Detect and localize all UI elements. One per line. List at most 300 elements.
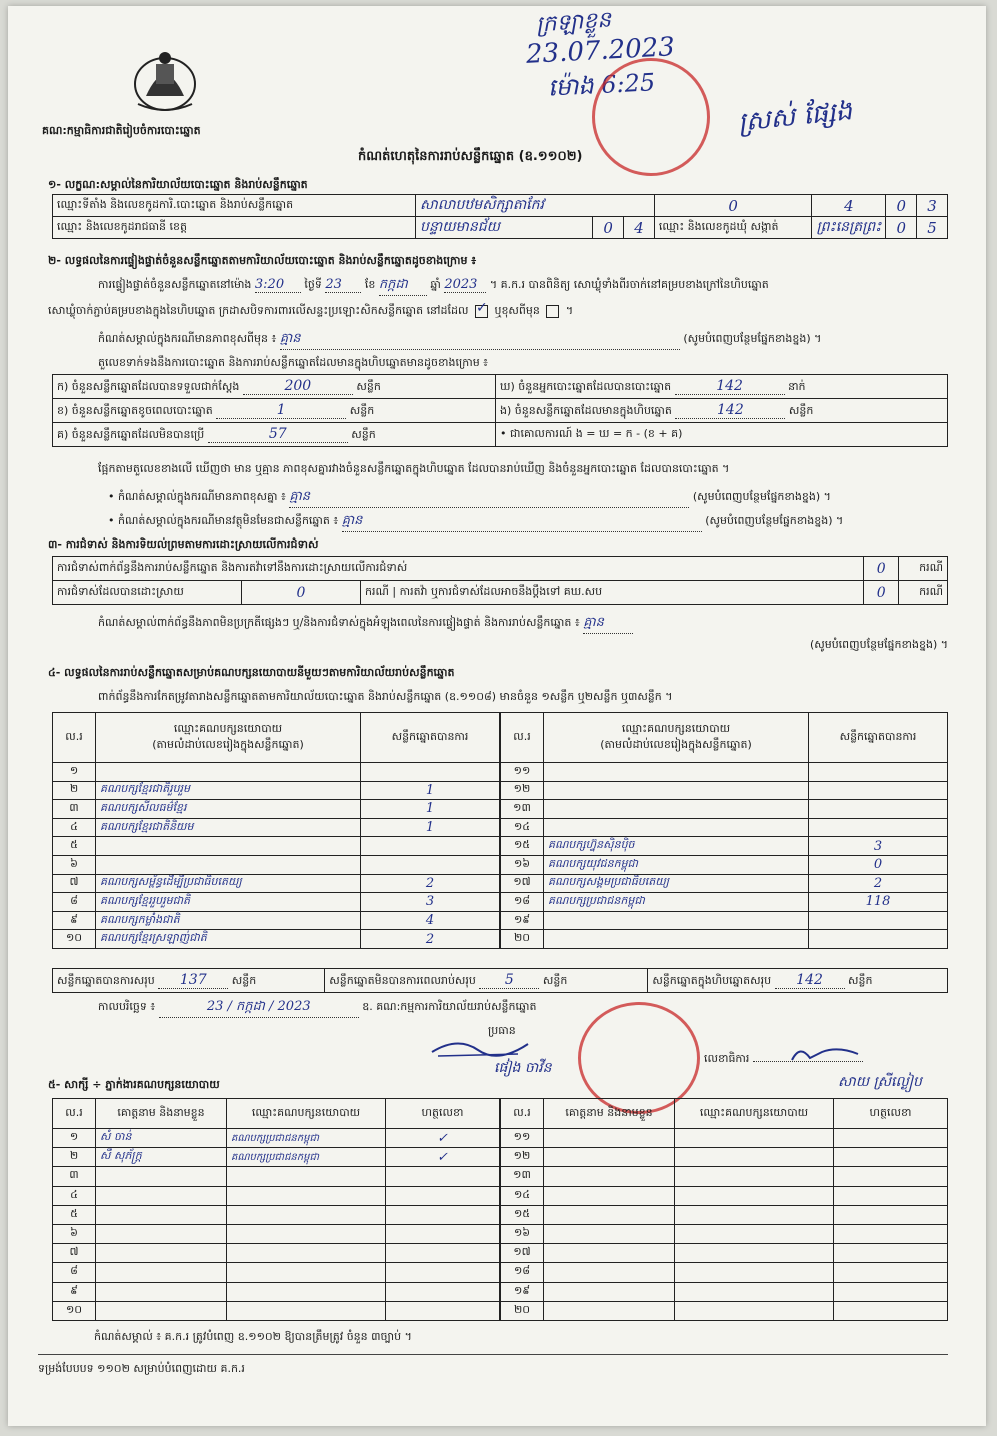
row-number: ១៥ [501,1205,544,1224]
row-number: ១ [53,763,96,782]
witness-party [675,1167,834,1186]
witness-name [544,1224,675,1243]
resolved-label: ការជំទាស់ដែលបានដោះស្រាយ [53,581,242,605]
change-note-label: កំណត់សម្គាល់ក្នុងករណីមានភាពខុសពីមុន ៖ [98,332,277,345]
witness-name: សឺ សុភ័ក្ត្រ [96,1148,227,1167]
row-number: ១១ [501,763,544,782]
province-value: បន្ទាយមានជ័យ [415,217,592,239]
party-name [96,763,361,782]
row-number: ៧ [53,874,96,893]
unit-label: នាក់ [788,379,806,393]
result-row [501,800,948,819]
result-row [501,818,948,837]
row-number: ៩ [53,1282,96,1301]
resolved-value: 0 [242,581,361,605]
result-row [53,911,500,930]
changed-checkbox[interactable] [546,305,559,318]
witness-row [53,1205,500,1224]
commune-code-digit: 5 [917,217,948,239]
result-row [501,874,948,893]
valid-votes [809,818,948,837]
results-table-left [52,712,500,949]
witness-row [53,1282,500,1301]
section4-heading: ៤- លទ្ធផលនៃការរាប់សន្លឹកឆ្នោតសម្រាប់គណបក្សនយោបាយនីមួយៗតាមការិយាល័យរាប់សន្លឹកឆ្នោត [48,666,455,679]
witness-name [96,1167,227,1186]
witness-signature [386,1205,500,1224]
counts-table [52,374,948,447]
row-number: ១០ [53,1301,96,1320]
party-name [544,800,809,819]
complaints-table [52,556,948,605]
valid-votes [809,781,948,800]
commune-code-digit: 0 [886,217,917,239]
witness-signature [834,1186,948,1205]
result-row [501,930,948,949]
unused-label: គ) ចំនួនសន្លឹកឆ្នោតដែលមិនបានប្រើ [57,427,205,441]
witness-row [53,1263,500,1282]
row-number: ២០ [501,930,544,949]
result-row [501,837,948,856]
row-number: ៣ [53,800,96,819]
row-number: ៣ [53,1167,96,1186]
valid-votes [809,930,948,949]
witness-row [501,1224,948,1243]
witness-row [53,1186,500,1205]
received-label: ក) ចំនួនសន្លឹកឆ្នោតដែលបានទទួលជាក់ស្តែង [57,379,240,393]
result-row [53,763,500,782]
witness-party [227,1186,386,1205]
col-party-header: ឈ្មោះគណបក្សនយោបាយ [675,1099,834,1129]
hw-receiver: ស្រស់ ផ្សែង [736,96,854,138]
witness-party: គណបក្សប្រជាជនកម្ពុជា [227,1129,386,1148]
witness-party [227,1167,386,1186]
case-label: ករណី [899,581,948,605]
row-number: ៧ [53,1244,96,1263]
hw-verify-day: 23 [325,277,361,293]
witness-name [544,1186,675,1205]
witness-row [53,1244,500,1263]
valid-votes: 2 [361,874,500,893]
witness-row [53,1148,500,1167]
witness-signature [386,1244,500,1263]
result-row [53,893,500,912]
col-no-header: ល.រ [53,713,96,763]
witness-party [675,1301,834,1320]
committee-label: ឧ. គណ:កម្មការការិយាល័យរាប់សន្លឹកឆ្នោត [362,1000,537,1013]
witness-name [96,1224,227,1243]
witness-party [675,1224,834,1243]
total-invalid-label: សន្លឹកឆ្នោតមិនបានការពេលរាប់សរុប [329,973,476,987]
witness-name [96,1205,227,1224]
total-box-cell [648,969,948,993]
valid-votes: 1 [361,781,500,800]
appeal-label: ករណី | ការតវ៉ា ឬការជំទាស់ដែលអាចនឹងប្តឹងទៅ គឃ.សប [361,581,864,605]
party-name [544,781,809,800]
row-number: ១១ [501,1129,544,1148]
row-number: ៤ [53,1186,96,1205]
unit-label: សន្លឹក [351,427,376,441]
row-number: ២ [53,1148,96,1167]
witness-name [544,1301,675,1320]
party-name [96,837,361,856]
irregularity-note-line [98,614,948,634]
fill-hint: (សូមបំពេញបន្ថែមផ្នែកខាងខ្នង) ។ [683,332,822,345]
chair-label: ប្រធាន [488,1024,516,1037]
valid-votes: 3 [809,837,948,856]
valid-votes: 118 [809,893,948,912]
secretary-signature [788,1042,868,1068]
witness-row [53,1129,500,1148]
counts-intro: តួលេខទាក់ទងនឹងការបោះឆ្នោត និងការរាប់សន្លឹកឆ្នោតដែលមានក្នុងហិបឆ្នោតមានដូចខាងក្រោម ៖ [98,356,489,369]
valid-votes [361,837,500,856]
witness-signature [386,1224,500,1243]
form-sheet [8,6,986,1426]
witness-row [501,1244,948,1263]
witness-name [96,1282,227,1301]
result-row [501,763,948,782]
row-number: ២ [53,781,96,800]
col-party-title: ឈ្មោះគណបក្សនយោបាយ [621,721,731,735]
verification-text: ថ្ងៃទី [304,278,322,291]
unit-label: សន្លឹក [788,403,814,417]
party-name: គណបក្សប្រជាជនកម្ពុជា [544,893,809,912]
row-number: ១០ [53,930,96,949]
row-number: ១៦ [501,1224,544,1243]
result-row [501,893,948,912]
valid-votes [809,911,948,930]
valid-votes: 4 [361,911,500,930]
foreign-object-label: • កំណត់សម្គាល់ក្នុងករណីមានវត្ថុមិនមែនជាសន្លឹកឆ្នោត ៖ [108,514,339,527]
row-number: ១៩ [501,911,544,930]
total-valid-value: 137 [158,972,228,989]
witness-party [227,1263,386,1282]
witness-signature [834,1282,948,1301]
seal-text: សោឃ្លុំចាក់ភ្ជាប់គម្របខាងក្នុងនៃហិបឆ្នោត ក្រដាសបិទការពារលើសន្ទះប្រឡោះសិកសន្លឹកឆ្នោត នៅដដែល [48,304,469,317]
seal-line: សោឃ្លុំចាក់ភ្ជាប់គម្របខាងក្នុងនៃហិបឆ្នោត ក្រដាសបិទការពារលើសន្ទះប្រឡោះសិកសន្លឹកឆ្នោត នៅដដែល ✓ ឬខុសពីមុន ។ [48,304,573,320]
result-row [53,818,500,837]
valid-votes: 3 [361,893,500,912]
witness-signature [386,1301,500,1320]
witness-party [675,1148,834,1167]
col-name-header: គោត្តនាម និងនាមខ្លួន [544,1099,675,1129]
verification-text: ខែ [364,278,376,291]
witness-name: សំ ចាន់ [96,1129,227,1148]
date-label: កាលបរិច្ឆេទ ៖ [98,1000,156,1013]
valid-votes: 1 [361,818,500,837]
witness-row [501,1129,948,1148]
col-party-header [96,713,361,763]
party-name: គណបក្សខ្មែរស្រឡាញ់ជាតិ [96,930,361,949]
valid-votes: 0 [809,855,948,874]
party-name [544,911,809,930]
valid-votes [809,800,948,819]
verification-text: ការផ្ទៀងផ្ទាត់ចំនួនសន្លឹកឆ្នោតនៅម៉ោង [98,278,252,291]
row-number: ១៥ [501,837,544,856]
col-party-sub: (តាមលំដាប់លេខរៀងក្នុងសន្លឹកឆ្នោត) [600,737,752,751]
row-number: ១៤ [501,1186,544,1205]
case-label: ករណី [899,557,948,581]
form-note: ទម្រង់បែបបទ ១១០២ សម្រាប់បំពេញដោយ គ.ក.រ [38,1362,245,1375]
unit-label: សន្លឹក [231,973,257,987]
total-invalid-value: 5 [479,972,539,989]
total-invalid-cell [325,969,648,993]
footer-divider [38,1354,948,1355]
secretary-name: សាយ ស្រីល្ងៀប [838,1074,922,1090]
witness-party: គណបក្សប្រជាជនកម្ពុជា [227,1148,386,1167]
hw-foreign-object-note: គ្មាន [342,512,702,532]
total-valid-label: សន្លឹកឆ្នោតបានការសរុប [57,973,155,987]
unit-label: សន្លឹក [349,403,375,417]
hw-verify-time: 3:20 [255,277,301,293]
location-value: សាលាបឋមសិក្សាតាកែវ [415,195,654,217]
row-number: ១២ [501,1148,544,1167]
complaints-label: ការជំទាស់ពាក់ព័ន្ធនឹងការរាប់សន្លឹកឆ្នោត និងការតវ៉ាទៅនឹងការដោះស្រាយលើការជំទាស់ [53,557,864,581]
row-number: ៥ [53,837,96,856]
col-party-sub: (តាមលំដាប់លេខរៀងក្នុងសន្លឹកឆ្នោត) [152,737,304,751]
result-row [53,837,500,856]
foreign-object-note-line [108,512,948,532]
totals-table [52,968,948,993]
change-note-line [98,330,948,350]
date-line [98,998,536,1018]
hw-date: 23 / កក្កដា / 2023 [159,998,359,1018]
location-label: ឈ្មោះទីតាំង និងលេខកូដការិ.បោះឆ្នោត និងរាប់សន្លឹកឆ្នោត [53,195,416,217]
total-valid-cell [53,969,325,993]
party-name: គណបក្សខ្មែរជាតិនិយម [96,818,361,837]
witness-table-left [52,1098,500,1321]
witness-signature [834,1205,948,1224]
hw-receipt-label: ក្រឡាខ្លួន [535,7,612,38]
commune-value: ព្រះនេត្រព្រះ [812,217,886,239]
complaints-value: 0 [864,557,899,581]
changed-label: ឬខុសពីមុន [494,304,540,317]
witness-name [544,1167,675,1186]
witness-row [53,1301,500,1320]
voters-value: 142 [675,378,785,395]
witness-signature [834,1244,948,1263]
total-box-label: សន្លឹកឆ្នោតក្នុងហិបឆ្នោតសរុប [652,973,772,987]
irregularity-fill-hint: (សូមបំពេញបន្ថែមផ្នែកខាងខ្នង) ។ [809,638,948,651]
official-stamp-top [592,58,710,176]
col-no-header: ល.រ [501,1099,544,1129]
hw-difference-note: គ្មាន [289,488,689,508]
case-label: ករណី [365,584,389,598]
spoiled-label: ខ) ចំនួនសន្លឹកឆ្នោតខូចពេលបោះឆ្នោត [57,403,213,417]
difference-note-line [108,488,948,508]
witness-name [544,1205,675,1224]
party-name [544,763,809,782]
col-party-header [544,713,809,763]
col-sign-header: ហត្ថលេខា [386,1099,500,1129]
col-sign-header: ហត្ថលេខា [834,1099,948,1129]
result-row [501,911,948,930]
witness-name [544,1244,675,1263]
witness-name [544,1148,675,1167]
witness-name [96,1301,227,1320]
row-number: ១២ [501,781,544,800]
witness-name [96,1263,227,1282]
section5-heading: ៥- សាក្សី ÷ ភ្នាក់ងារគណបក្សនយោបាយ [48,1078,220,1091]
row-number: ៨ [53,1263,96,1282]
row-number: ៨ [53,893,96,912]
witness-party [675,1186,834,1205]
in-box-label: ង) ចំនួនសន្លឹកឆ្នោតដែលមានក្នុងហិបឆ្នោត [500,403,672,417]
witness-party [675,1129,834,1148]
hw-receipt-date: 23.07.2023 [525,32,676,70]
party-name: គណបក្សយុវជនកម្ពុជា [544,855,809,874]
witness-signature [834,1129,948,1148]
results-table-right [500,712,948,949]
witness-row [501,1301,948,1320]
witness-signature [834,1148,948,1167]
result-row [501,781,948,800]
witness-name [544,1263,675,1282]
form-title: កំណត់ហេតុនៃការរាប់សន្លឹកឆ្នោត (ឧ.១១០២) [358,149,583,164]
row-number: ២០ [501,1301,544,1320]
province-code-digit: 4 [624,217,655,239]
witness-signature [834,1167,948,1186]
verification-line [98,276,948,296]
party-name: គណបក្សខ្មែរជាតិរួបរួម [96,781,361,800]
row-number: ១៣ [501,800,544,819]
witness-party [227,1282,386,1301]
valid-votes [361,855,500,874]
witness-signature: ✓ [386,1148,500,1167]
section1-heading: ១- លក្ខណ:សម្គាល់នៃការិយាល័យបោះឆ្នោត និងរាប់សន្លឹកឆ្នោត [48,178,308,191]
party-name: គណបក្សសីលធម៌ខ្មែរ [96,800,361,819]
location-code-digit: 0 [886,195,917,217]
footnote: កំណត់សម្គាល់ ៖ គ.ក.រ ត្រូវបំពេញ ឧ.១១០២ ឱ្យបានត្រឹមត្រូវ ចំនួន ៣ច្បាប់ ។ [94,1330,412,1343]
witness-signature [386,1167,500,1186]
party-name [544,930,809,949]
spoiled-value: 1 [216,402,346,419]
result-row [501,855,948,874]
witness-name [96,1186,227,1205]
valid-votes [361,763,500,782]
party-name: គណបក្សសម្ព័ន្ធដើម្បីប្រជាធិបតេយ្យ [96,874,361,893]
witness-party [227,1224,386,1243]
col-no-header: ល.រ [501,713,544,763]
result-row [53,800,500,819]
witness-signature [386,1263,500,1282]
row-number: ១៧ [501,1244,544,1263]
unused-value: 57 [208,426,348,443]
row-number: ១៧ [501,874,544,893]
witness-row [501,1282,948,1301]
location-code-digit: 3 [917,195,948,217]
witness-row [53,1224,500,1243]
fill-hint: (សូមបំពេញបន្ថែមផ្នែកខាងខ្នង) ។ [692,490,831,503]
row-number: ១៤ [501,818,544,837]
verification-text: ឆ្នាំ [430,278,441,291]
row-number: ១៨ [501,893,544,912]
row-number: ១ [53,1129,96,1148]
party-name [544,818,809,837]
witness-row [501,1148,948,1167]
row-number: ១៣ [501,1167,544,1186]
unit-label: សន្លឹក [848,973,873,987]
row-number: ៥ [53,1205,96,1224]
witness-row [53,1167,500,1186]
col-votes-header: សន្លឹកឆ្នោតបានការ [809,713,948,763]
valid-votes: 1 [361,800,500,819]
witness-table-right [500,1098,948,1321]
row-number: ៦ [53,855,96,874]
unit-label: សន្លឹក [356,379,381,393]
voters-label: ឃ) ចំនួនអ្នកបោះឆ្នោតដែលបានបោះឆ្នោត [500,379,672,393]
in-box-value: 142 [675,402,785,419]
hw-verify-year: 2023 [444,277,486,293]
formula-text: • ជាគោលការណ៍ ង = ឃ = ក - (ខ + គ) [496,423,948,447]
valid-votes [809,763,948,782]
org-name: គណ:កម្មាធិការជាតិរៀបចំការបោះឆ្នោត [42,124,201,137]
chair-name: ផៀង ចាវីន [494,1060,552,1076]
commune-label: ឈ្មោះ និងលេខកូដឃុំ សង្កាត់ [654,217,812,239]
witness-signature [386,1282,500,1301]
party-name: គណបក្សកម្លាំងជាតិ [96,911,361,930]
witness-party [227,1244,386,1263]
row-number: ៩ [53,911,96,930]
location-code-digit: 4 [812,195,886,217]
nec-emblem-icon [126,44,204,116]
witness-row [501,1167,948,1186]
witness-party [675,1244,834,1263]
witness-name [544,1129,675,1148]
witness-signature [834,1263,948,1282]
witness-row [501,1186,948,1205]
witness-party [675,1282,834,1301]
hw-change-note: គ្មាន [280,330,680,350]
witness-party [227,1205,386,1224]
verification-text: ។ គ.ក.រ បានពិនិត្យ សោឃ្លុំទាំងពីរចាក់នៅគម្របខាងក្រៅនៃហិបឆ្នោត [489,278,769,291]
party-name [96,855,361,874]
section1-table [52,194,948,239]
row-number: ១៩ [501,1282,544,1301]
col-party-title: ឈ្មោះគណបក្សនយោបាយ [173,721,283,735]
witness-signature [834,1301,948,1320]
col-no-header: ល.រ [53,1099,96,1129]
col-votes-header: សន្លឹកឆ្នោតបានការ [361,713,500,763]
col-name-header: គោត្តនាម និងនាមខ្លួន [96,1099,227,1129]
witness-party [675,1263,834,1282]
province-label: ឈ្មោះ និងលេខកូដរាជធានី ខេត្ត [53,217,416,239]
row-number: ១៨ [501,1263,544,1282]
location-code-digit: 0 [654,195,812,217]
witness-row [501,1263,948,1282]
hw-receipt-time: ម៉ោង 6:25 [547,68,656,102]
total-box-value: 142 [775,972,845,989]
witness-name [96,1244,227,1263]
result-row [53,874,500,893]
witness-signature: ✓ [386,1129,500,1148]
row-number: ១៦ [501,855,544,874]
party-name: គណបក្សសង្គមប្រជាធិបតេយ្យ [544,874,809,893]
result-row [53,855,500,874]
appeal-value: 0 [864,581,899,605]
section2-heading: ២- លទ្ធផលនៃការផ្ទៀងផ្ទាត់ចំនួនសន្លឹកឆ្នោតតាមការិយាល័យបោះឆ្នោត និងរាប់សន្លឹកឆ្នោតដូចខាងក្រោម ៖ [48,254,477,267]
received-value: 200 [243,378,353,395]
unchanged-checkbox[interactable] [475,305,488,318]
result-row [53,930,500,949]
witness-row [501,1205,948,1224]
irregularity-label: កំណត់សម្គាល់ពាក់ព័ន្ធនឹងភាពមិនប្រក្រតីផ្សេងៗ ឬ/និងការជំទាស់ក្នុងអំឡុងពេលនៃការផ្ទៀងផ្ទាត់ និងការរាប់សន្លឹកឆ្នោត ៖ [98,616,580,629]
difference-note-label: • កំណត់សម្គាល់ក្នុងករណីមានភាពខុសគ្នា ៖ [108,490,286,503]
witness-signature [834,1224,948,1243]
compare-line: ផ្អែកតាមតួលេខខាងលើ ឃើញថា មាន ឬគ្មាន ភាពខុសគ្នារវាងចំនួនសន្លឹកឆ្នោតក្នុងហិបឆ្នោត ដែលបានរាប់ឃើញ និងចំនួនអ្នកបោះឆ្នោត ដែលបានបោះឆ្នោត ។ [98,462,730,475]
hw-irregularity-note: គ្មាន [583,614,633,634]
party-name: គណបក្សហ្វ៊ុនស៊ិនប៉ិច [544,837,809,856]
secretary-label: លេខាធិការ [704,1052,750,1065]
